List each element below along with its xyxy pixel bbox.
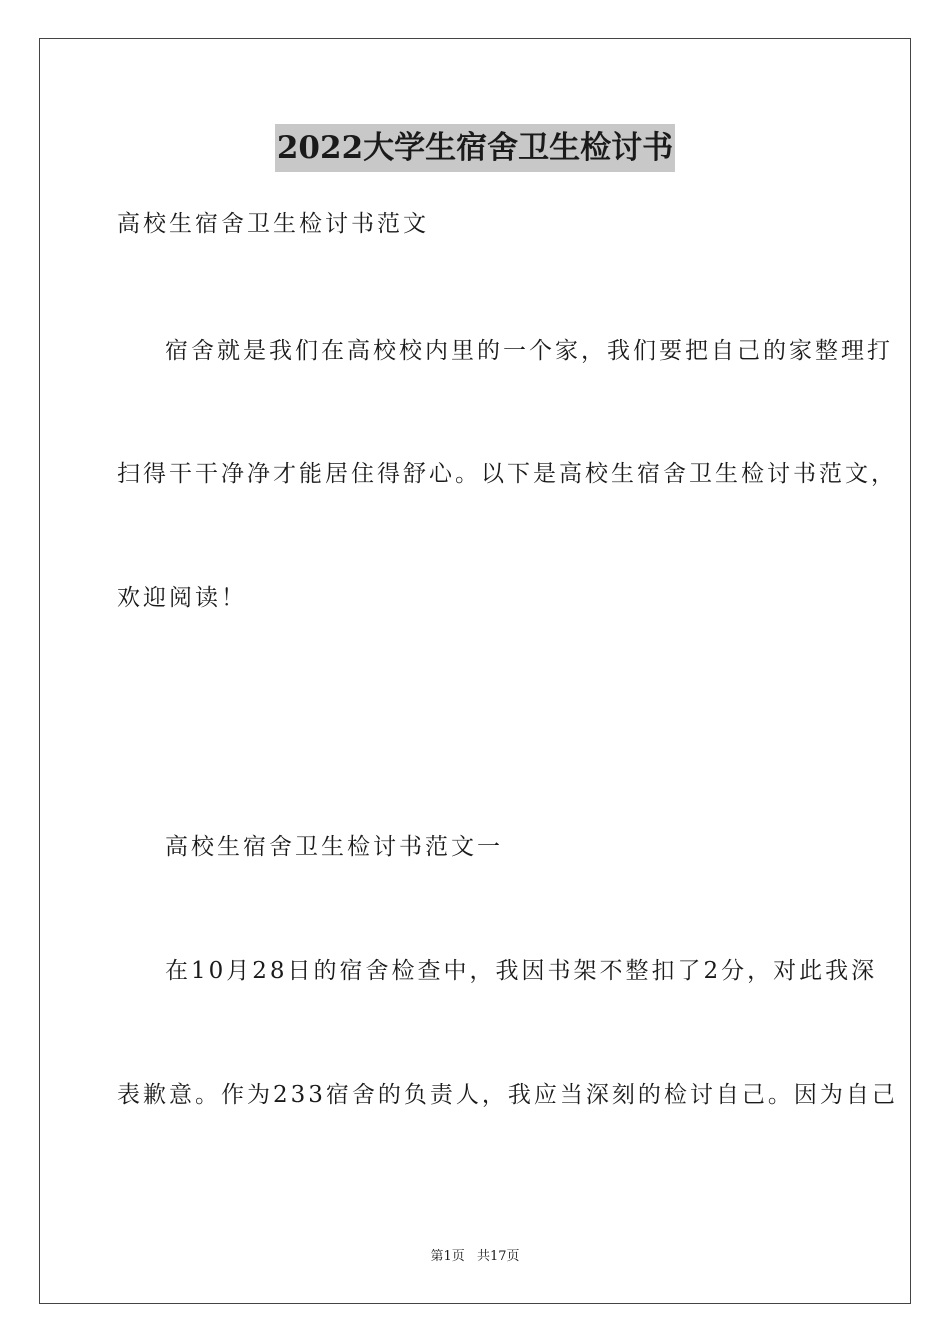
paragraph-line: 欢迎阅读！	[117, 585, 247, 611]
page-total: 共17页	[476, 1249, 520, 1264]
page-number: 第1页	[430, 1249, 465, 1264]
title-container	[0, 124, 950, 172]
section-heading: 高校生宿舍卫生检讨书范文一	[165, 834, 503, 860]
paragraph-line: 宿舍就是我们在高校校内里的一个家，我们要把自己的家整理打	[165, 338, 893, 364]
paragraph-line: 在10月28日的宿舍检查中，我因书架不整扣了2分，对此我深	[165, 958, 878, 984]
paragraph-line: 表歉意。作为233宿舍的负责人，我应当深刻的检讨自己。因为自己	[117, 1082, 898, 1108]
paragraph-line: 扫得干干净净才能居住得舒心。以下是高校生宿舍卫生检讨书范文，	[117, 461, 897, 487]
document-title: 2022大学生宿舍卫生检讨书	[275, 124, 675, 172]
page-footer	[0, 1248, 950, 1266]
document-subtitle: 高校生宿舍卫生检讨书范文	[117, 211, 429, 237]
